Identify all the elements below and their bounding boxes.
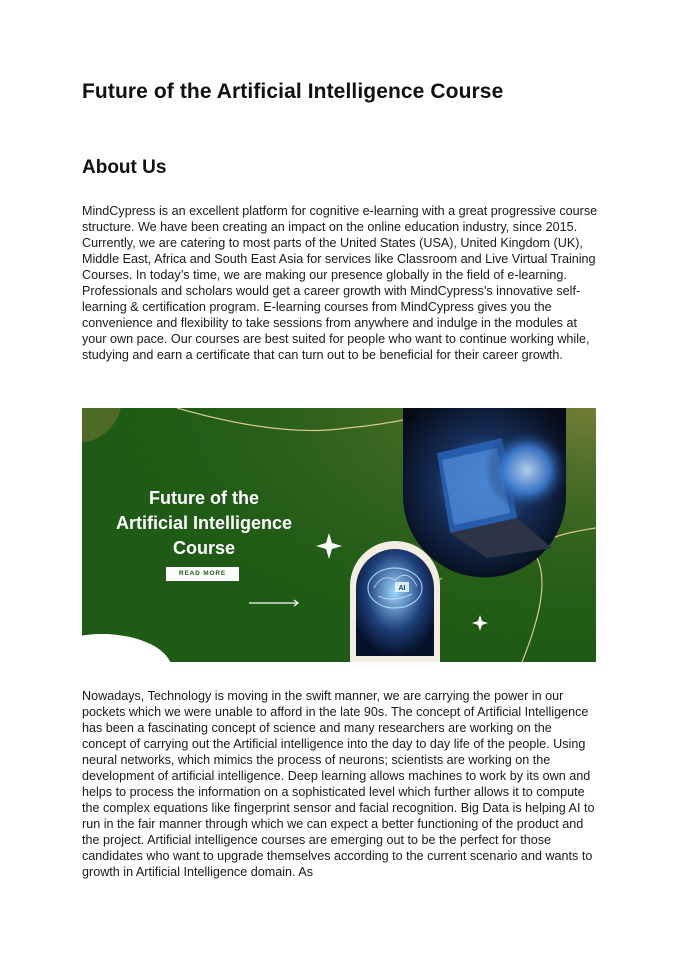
banner-title-line: Course [172, 538, 235, 558]
read-more-button[interactable]: READ MORE [166, 567, 239, 581]
ai-chip-label: AI [398, 585, 406, 592]
course-banner-image [82, 408, 596, 662]
banner-title-line: Artificial Intelligence [115, 513, 293, 533]
banner-title [82, 486, 326, 561]
page-title: Future of the Artificial Intelligence Course [82, 80, 504, 103]
ai-brain-image [356, 549, 434, 656]
banner-title-line: Future of the [149, 488, 259, 508]
body-paragraph: Nowadays, Technology is moving in the swift manner, we are carrying the power in our pockets which we were unable to afford in the late 90s. The concept of Artificial Intelligence has been a fascinating concept of science and many researchers are working on the concept of carrying out the Artificial intelligence into the day to day life of the people. Using neural networks, which mimics the process of neurons; scientists are working on the development of artificial intelligence. Deep learning allows machines to work by its own and helps to process the information on a sophisticated level which further allows it to compute the complex equations like fingerprint sensor and facial recognition. Big Data is helping AI to run in the fair manner through which we can expect a better functioning of the product and the project. Artificial intelligence courses are emerging out to be the perfect for those candidates who want to upgrade themselves according to the current scenario and wants to growth in Artificial Intelligence domain. As [82, 689, 595, 879]
about-us-heading: About Us [82, 157, 167, 178]
digital-globe [485, 428, 569, 512]
about-us-paragraph: MindCypress is an excellent platform for cognitive e-learning with a great progressive course structure. We have been creating an impact on the online education industry, since 2015. Currently, we are catering to most parts of the United States (USA), United Kingdom (UK), Middle East, Africa and South East Asia for services like Classroom and Live Virtual Training Courses. In today’s time, we are making our presence globally in the field of e-learning. Professionals and scholars would get a career growth with MindCypress’s innovative self-learning & certification program. E-learning courses from MindCypress gives you the convenience and flexibility to take sessions from anywhere and indulge in the modules at your own pace. Our courses are best suited for people who want to continue working while, studying and earn a certificate that can turn out to be beneficial for their career growth. [82, 204, 598, 362]
